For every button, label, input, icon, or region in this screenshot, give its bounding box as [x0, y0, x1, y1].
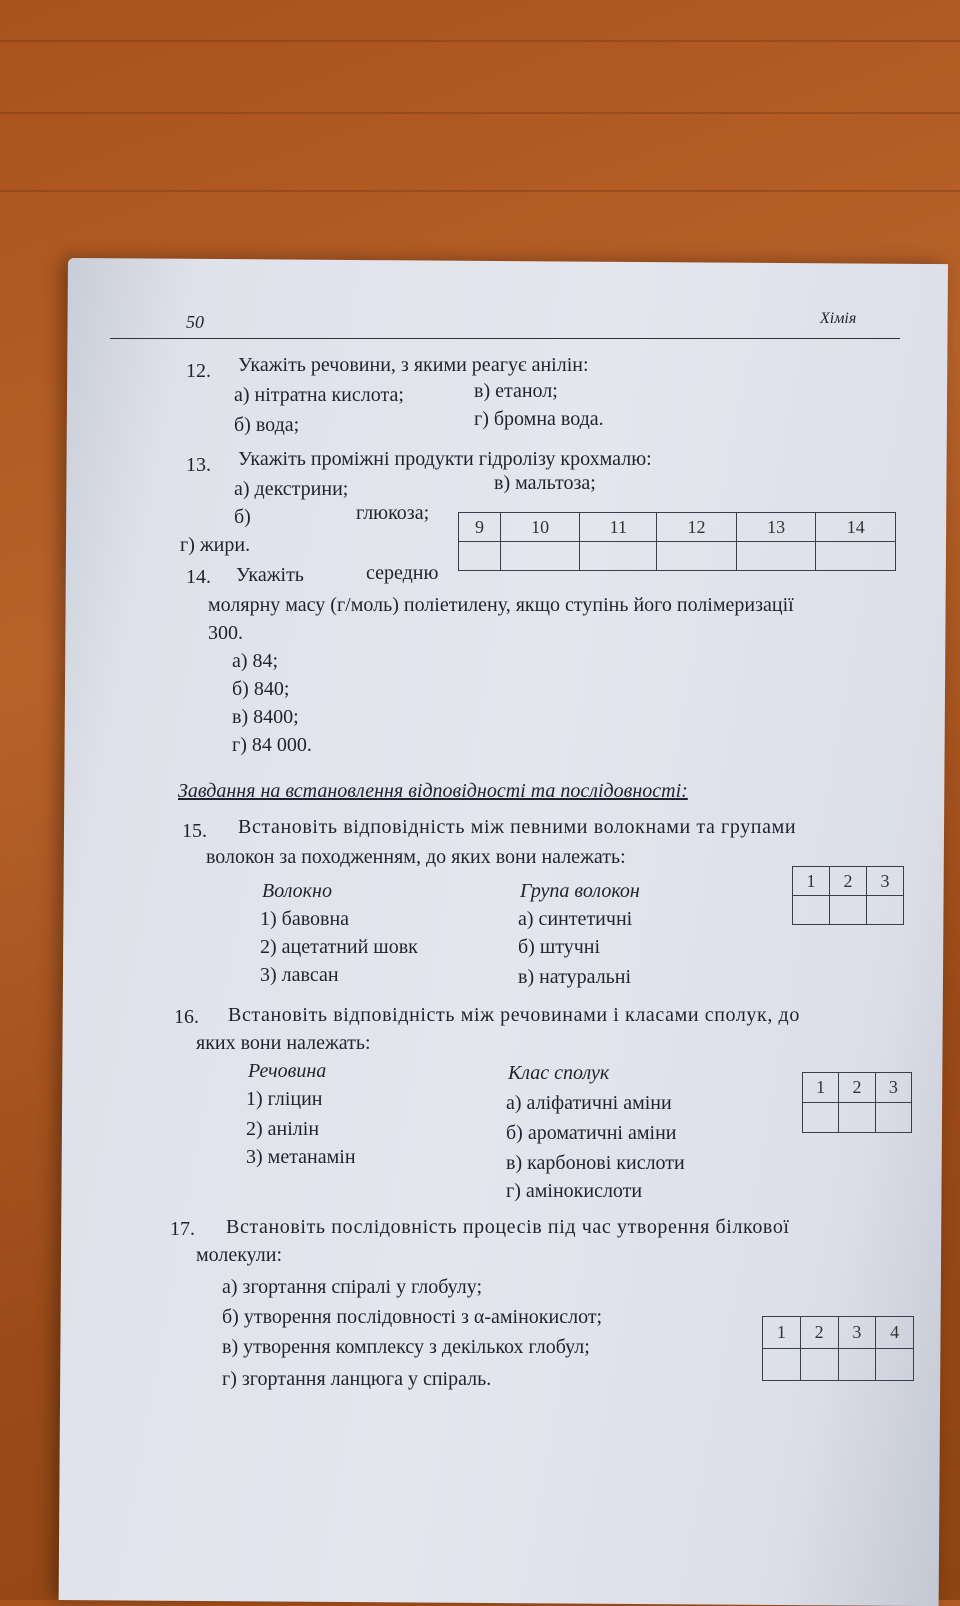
q14-number: 14.	[186, 566, 211, 588]
subject-title: Хімія	[820, 310, 857, 327]
q16-line2: яких вони належать:	[196, 1032, 371, 1054]
q16-line1: Встановіть відповідність між речовинами і класами сполук, до	[228, 1004, 800, 1026]
grid-header-cell: 2	[830, 867, 867, 896]
q12-option-c: в) етанол;	[474, 380, 558, 402]
grid-answer-cell	[876, 1349, 914, 1381]
grid-answer-cell	[500, 542, 580, 571]
grid-header-cell: 10	[500, 513, 580, 542]
grid-header-cell: 13	[736, 513, 816, 542]
q13-option-c: в) мальтоза;	[494, 472, 596, 494]
answer-grid-17	[762, 1316, 914, 1381]
q13-option-b-word: глюкоза;	[356, 502, 430, 524]
q15-line1: Встановіть відповідність між певними волокнами та групами	[238, 816, 797, 838]
q15-right-b: б) штучні	[518, 936, 601, 958]
q13-option-d: г) жири.	[180, 534, 251, 556]
grid-answer-cell	[657, 542, 737, 571]
q15-line2: волокон за походженням, до яких вони належать:	[206, 846, 626, 868]
q14-word1: Укажіть	[236, 564, 304, 586]
q15-number: 15.	[182, 820, 207, 842]
grid-answer-cell	[763, 1349, 801, 1381]
q14-line2: молярну масу (г/моль) поліетилену, якщо ступінь його полімеризації	[208, 594, 794, 616]
q13-number: 13.	[186, 454, 211, 476]
page-number: 50	[186, 312, 204, 332]
q14-line3: 300.	[208, 622, 243, 644]
grid-header-cell: 2	[839, 1073, 875, 1103]
q13-option-b-letter: б)	[234, 506, 251, 528]
q17-line1: Встановіть послідовність процесів під час утворення білкової	[226, 1216, 790, 1238]
answer-grid-15	[792, 866, 904, 925]
q14-option-b: б) 840;	[232, 678, 290, 700]
grid-header-cell: 4	[876, 1317, 914, 1349]
q16-left-3: 3) метанамін	[246, 1146, 356, 1168]
q16-right-c: в) карбонові кислоти	[506, 1152, 685, 1174]
header-rule	[110, 338, 900, 339]
grid-header-cell: 2	[800, 1317, 838, 1349]
q14-word2: середню	[366, 562, 439, 584]
answer-grid-9-14	[458, 512, 896, 571]
q16-number: 16.	[174, 1006, 199, 1028]
grid-header-cell: 1	[803, 1073, 839, 1103]
q15-left-1: 1) бавовна	[260, 908, 350, 930]
q14-option-c: в) 8400;	[232, 706, 299, 728]
q15-right-title: Група волокон	[520, 880, 640, 902]
q17-number: 17.	[170, 1218, 195, 1240]
q16-right-title: Клас сполук	[508, 1062, 610, 1084]
q15-right-a: а) синтетичні	[518, 908, 633, 930]
q14-option-d: г) 84 000.	[232, 734, 312, 756]
grid-answer-cell	[800, 1349, 838, 1381]
grid-answer-cell	[803, 1103, 839, 1133]
grid-answer-cell	[736, 542, 816, 571]
q15-left-2: 2) ацетатний шовк	[260, 936, 418, 958]
grid-header-cell: 3	[875, 1073, 911, 1103]
grid-header-cell: 9	[459, 513, 501, 542]
grid-answer-cell	[867, 896, 904, 925]
q16-right-b: б) ароматичні аміни	[506, 1122, 677, 1144]
answer-grid-16	[802, 1072, 912, 1133]
q12-option-d: г) бромна вода.	[474, 408, 604, 430]
grid-answer-cell	[838, 1349, 876, 1381]
section-title: Завдання на встановлення відповідності та послідовності:	[178, 780, 688, 802]
q17-line2: молекули:	[196, 1244, 283, 1266]
q12-number: 12.	[186, 360, 211, 382]
q16-left-title: Речовина	[248, 1060, 327, 1082]
grid-answer-cell	[830, 896, 867, 925]
grid-header-cell: 1	[763, 1317, 801, 1349]
q14-option-a: а) 84;	[232, 650, 279, 672]
q17-option-b: б) утворення послідовності з α-амінокислот;	[222, 1306, 603, 1328]
q12-option-b: б) вода;	[234, 414, 300, 436]
q17-option-d: г) згортання ланцюга у спіраль.	[222, 1368, 492, 1390]
q17-option-a: а) згортання спіралі у глобулу;	[222, 1276, 483, 1298]
grid-header-cell: 14	[816, 513, 896, 542]
grid-header-cell: 1	[793, 867, 830, 896]
q12-text: Укажіть речовини, з якими реагує анілін:	[238, 354, 589, 376]
q17-option-c: в) утворення комплексу з декількох глобул;	[222, 1336, 590, 1358]
q13-text: Укажіть проміжні продукти гідролізу крохмалю:	[238, 448, 652, 470]
q16-right-a: а) аліфатичні аміни	[506, 1092, 672, 1114]
grid-answer-cell	[839, 1103, 875, 1133]
q16-left-1: 1) гліцин	[246, 1088, 323, 1110]
grid-header-cell: 3	[867, 867, 904, 896]
q13-option-a: а) декстрини;	[234, 478, 349, 500]
q15-right-c: в) натуральні	[518, 966, 632, 988]
grid-header-cell: 3	[838, 1317, 876, 1349]
grid-answer-cell	[580, 542, 657, 571]
grid-answer-cell	[459, 542, 501, 571]
grid-answer-cell	[875, 1103, 911, 1133]
q15-left-3: 3) лавсан	[260, 964, 339, 986]
grid-answer-cell	[793, 896, 830, 925]
q15-left-title: Волокно	[262, 880, 332, 902]
grid-answer-cell	[816, 542, 896, 571]
grid-header-cell: 12	[657, 513, 737, 542]
q16-right-d: г) амінокислоти	[506, 1180, 643, 1202]
q12-option-a: а) нітратна кислота;	[234, 384, 404, 406]
grid-header-cell: 11	[580, 513, 657, 542]
q16-left-2: 2) анілін	[246, 1118, 320, 1140]
